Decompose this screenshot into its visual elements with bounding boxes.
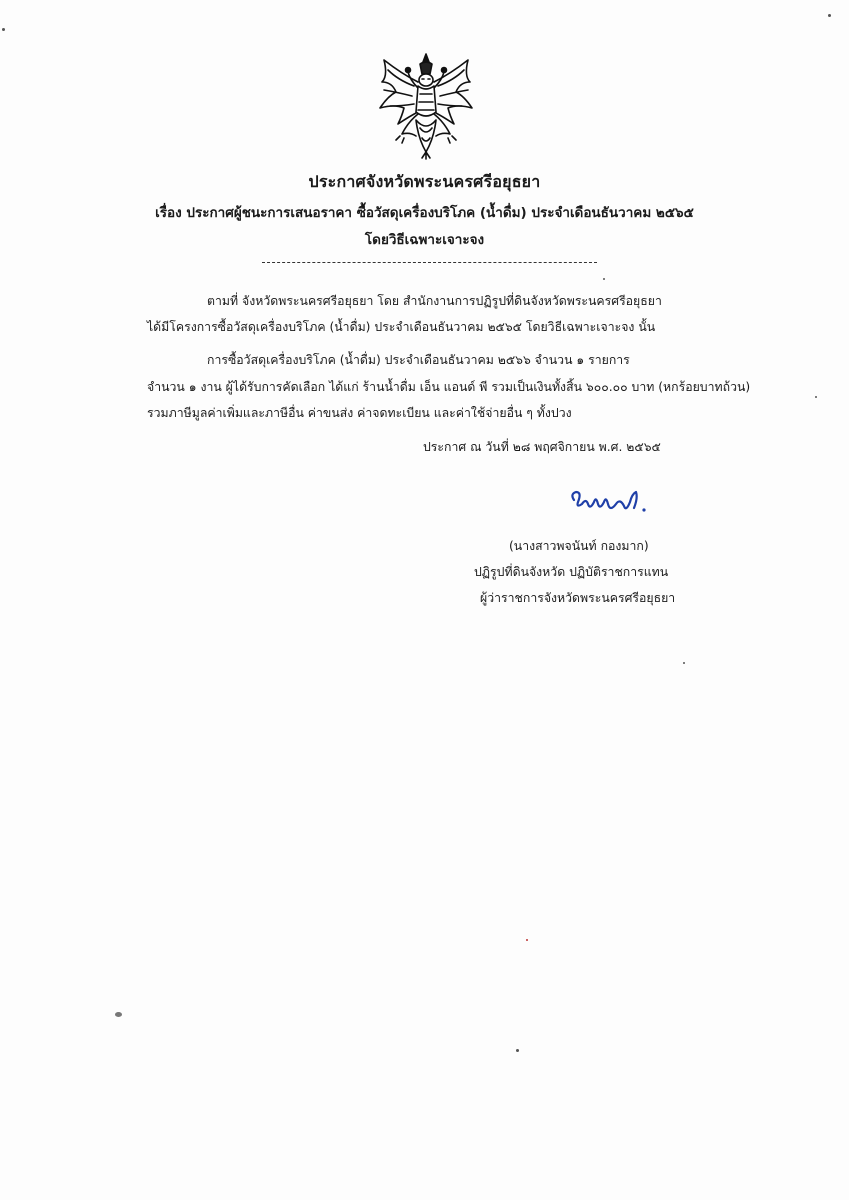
scan-speck (603, 278, 605, 280)
document-title: ประกาศจังหวัดพระนครศรีอยุธยา (308, 172, 541, 191)
signatory-position-line-1: ปฏิรูปที่ดินจังหวัด ปฏิบัติราชการแทน (474, 565, 669, 579)
scan-speck (526, 939, 528, 941)
signatory-name: (นางสาวพจนันท์ กองมาก) (509, 539, 649, 553)
scan-speck (683, 662, 685, 664)
scan-speck (115, 1012, 122, 1017)
paragraph-1-line-1: ตามที่ จังหวัดพระนครศรีอยุธยา โดย สำนักงานการปฏิรูปที่ดินจังหวัดพระนครศรีอยุธยา (207, 294, 662, 308)
scan-speck (815, 396, 817, 398)
document-subject: เรื่อง ประกาศผู้ชนะการเสนอราคา ซื้อวัสดุเครื่องบริโภค (น้ำดื่ม) ประจำเดือนธันวาคม ๒๕๖๕ (155, 205, 694, 221)
paragraph-1-line-2: ได้มีโครงการซื้อวัสดุเครื่องบริโภค (น้ำดื่ม) ประจำเดือนธันวาคม ๒๕๖๕ โดยวิธีเฉพาะเจาะจง นั้น (147, 320, 656, 334)
header-divider (262, 262, 597, 263)
scan-speck (2, 28, 5, 31)
signatory-position-line-2: ผู้ว่าราชการจังหวัดพระนครศรีอยุธยา (480, 591, 676, 605)
paragraph-2-line-3: รวมภาษีมูลค่าเพิ่มและภาษีอื่น ค่าขนส่ง ค่าจดทะเบียน และค่าใช้จ่ายอื่น ๆ ทั้งปวง (147, 406, 572, 420)
garuda-emblem-icon (374, 52, 478, 160)
procurement-method: โดยวิธีเฉพาะเจาะจง (364, 232, 485, 248)
handwritten-signature (568, 486, 652, 522)
paragraph-2-line-2: จำนวน ๑ งาน ผู้ได้รับการคัดเลือก ได้แก่ ร้านน้ำดื่ม เอ็น แอนด์ พี รวมเป็นเงินทั้งสิ้น ๖๐๐.๐๐ บาท (หกร้อยบาทถ้วน) (147, 380, 751, 394)
paragraph-2-line-1: การซื้อวัสดุเครื่องบริโภค (น้ำดื่ม) ประจำเดือนธันวาคม ๒๕๖๖ จำนวน ๑ รายการ (207, 353, 630, 367)
announcement-date: ประกาศ ณ วันที่ ๒๘ พฤศจิกายน พ.ศ. ๒๕๖๕ (423, 440, 661, 454)
scan-speck (828, 14, 831, 17)
scan-speck (516, 1049, 519, 1052)
